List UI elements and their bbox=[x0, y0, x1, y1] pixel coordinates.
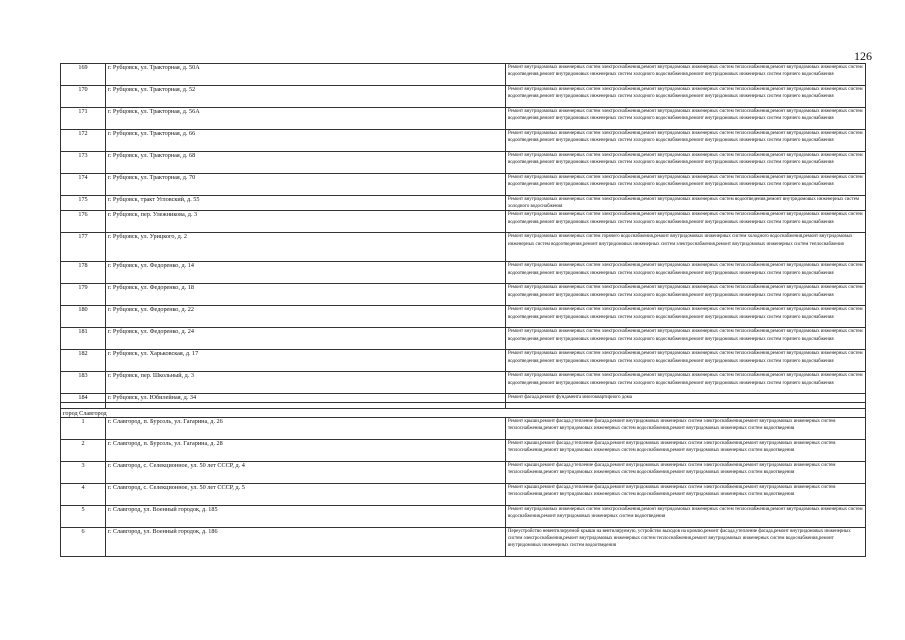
row-work-list: Ремонт внутридомовых инженерных систем электроснабжения,ремонт внутридомовых инженерных систем теплоснабжения,ремонт внутридомовых инженерных систем водоотведения,ремонт внутридомовых инженерных систем холодного водоснабжения,ремонт внутридомовых инженерных систем горячего водоснабжения bbox=[506, 152, 866, 174]
table-row bbox=[61, 130, 866, 152]
row-address: г. Рубцовск, пер. Школьный, д. 3 bbox=[106, 372, 506, 394]
table-row bbox=[61, 174, 866, 196]
table-row bbox=[61, 350, 866, 372]
table-row bbox=[61, 152, 866, 174]
row-work-list: Ремонт внутридомовых инженерных систем электроснабжения,ремонт внутридомовых инженерных систем теплоснабжения,ремонт внутридомовых инженерных систем водоотведения,ремонт внутридомовых инженерных систем холодного водоснабжения,ремонт внутридомовых инженерных систем горячего водоснабжения bbox=[506, 306, 866, 328]
row-work-list: Ремонт внутридомовых инженерных систем электроснабжения,ремонт внутридомовых инженерных систем теплоснабжения,ремонт внутридомовых инженерных систем водоотведения,ремонт внутридомовых инженерных систем холодного водоснабжения,ремонт внутридомовых инженерных систем горячего водоснабжения bbox=[506, 64, 866, 86]
row-address: г. Рубцовск, ул. Тракторная, д. 50А bbox=[106, 64, 506, 86]
row-work-list: Ремонт внутридомовых инженерных систем электроснабжения,ремонт внутридомовых инженерных систем водоотведения,ремонт внутридомовых инженерных систем холодного водоснабжения bbox=[506, 196, 866, 211]
row-work-list: Ремонт внутридомовых инженерных систем электроснабжения,ремонт внутридомовых инженерных систем теплоснабжения,ремонт внутридомовых инженерных систем водоотведения,ремонт внутридомовых инженерных систем холодного водоснабжения,ремонт внутридомовых инженерных систем горячего водоснабжения bbox=[506, 328, 866, 350]
row-number: 2 bbox=[61, 439, 106, 461]
registry-table bbox=[60, 63, 866, 557]
row-number: 183 bbox=[61, 372, 106, 394]
row-address: г. Славгород, с. Селекционное, ул. 50 лет СССР, д. 4 bbox=[106, 461, 506, 483]
row-number: 173 bbox=[61, 152, 106, 174]
table-row bbox=[61, 505, 866, 527]
row-number: 177 bbox=[61, 233, 106, 262]
table-row bbox=[61, 86, 866, 108]
row-work-list: Ремонт внутридомовых инженерных систем электроснабжения,ремонт внутридомовых инженерных систем теплоснабжения,ремонт внутридомовых инженерных систем водоотведения,ремонт внутридомовых инженерных систем холодного водоснабжения,ремонт внутридомовых инженерных систем горячего водоснабжения bbox=[506, 211, 866, 233]
table-row bbox=[61, 108, 866, 130]
row-work-list: Ремонт внутридомовых инженерных систем электроснабжения,ремонт внутридомовых инженерных систем теплоснабжения,ремонт внутридомовых инженерных систем водоотведения,ремонт внутридомовых инженерных систем холодного водоснабжения,ремонт внутридомовых инженерных систем горячего водоснабжения bbox=[506, 174, 866, 196]
row-work-list: Ремонт крыши,ремонт фасада,утепление фасада,ремонт внутридомовых инженерных систем электроснабжения,ремонт внутридомовых инженерных систем теплоснабжения,ремонт внутридомовых инженерных систем водоснабжения,ремонт внутридомовых инженерных систем водоотведения bbox=[506, 417, 866, 439]
row-address: г. Славгород, ул. Военный городок, д. 185 bbox=[106, 505, 506, 527]
section-title: город Славгород bbox=[61, 408, 866, 417]
table-row bbox=[61, 196, 866, 211]
row-work-list: Ремонт внутридомовых инженерных систем электроснабжения,ремонт внутридомовых инженерных систем теплоснабжения,ремонт внутридомовых инженерных систем водоотведения,ремонт внутридомовых инженерных систем холодного водоснабжения,ремонт внутридомовых инженерных систем горячего водоснабжения bbox=[506, 284, 866, 306]
row-number: 171 bbox=[61, 108, 106, 130]
row-address: г. Рубцовск, ул. Федоренко, д. 14 bbox=[106, 262, 506, 284]
table-row bbox=[61, 372, 866, 394]
row-number: 6 bbox=[61, 527, 106, 556]
table-row bbox=[61, 284, 866, 306]
table-row bbox=[61, 417, 866, 439]
row-number: 5 bbox=[61, 505, 106, 527]
row-number: 176 bbox=[61, 211, 106, 233]
row-address: г. Славгород, п. Бурсоль, ул. Гагарина, д. 26 bbox=[106, 417, 506, 439]
row-work-list: Ремонт внутридомовых инженерных систем электроснабжения,ремонт внутридомовых инженерных систем теплоснабжения,ремонт внутридомовых инженерных систем водоснабжения,ремонт внутридомовых инженерных систем водоотведения bbox=[506, 505, 866, 527]
table-row bbox=[61, 328, 866, 350]
row-number: 180 bbox=[61, 306, 106, 328]
row-work-list: Ремонт внутридомовых инженерных систем электроснабжения,ремонт внутридомовых инженерных систем теплоснабжения,ремонт внутридомовых инженерных систем водоотведения,ремонт внутридомовых инженерных систем холодного водоснабжения,ремонт внутридомовых инженерных систем горячего водоснабжения bbox=[506, 372, 866, 394]
row-number: 3 bbox=[61, 461, 106, 483]
row-work-list: Ремонт внутридомовых инженерных систем электроснабжения,ремонт внутридомовых инженерных систем теплоснабжения,ремонт внутридомовых инженерных систем водоотведения,ремонт внутридомовых инженерных систем холодного водоснабжения,ремонт внутридомовых инженерных систем горячего водоснабжения bbox=[506, 350, 866, 372]
row-address: г. Рубцовск, ул. Федоренко, д. 18 bbox=[106, 284, 506, 306]
page-number: 126 bbox=[854, 49, 872, 63]
row-address: г. Славгород, ул. Военный городок, д. 186 bbox=[106, 527, 506, 556]
registry-table-body bbox=[61, 64, 866, 557]
table-row bbox=[61, 262, 866, 284]
table-row bbox=[61, 233, 866, 262]
row-work-list: Ремонт внутридомовых инженерных систем горячего водоснабжения,ремонт внутридомовых инженерных систем холодного водоснабжения,ремонт внутридомовых инженерных систем водоотведения,ремонт внутридомовых инженерных систем электроснабжения,ремонт внутридомовых инженерных систем теплоснабжения bbox=[506, 233, 866, 262]
row-work-list: Ремонт внутридомовых инженерных систем электроснабжения,ремонт внутридомовых инженерных систем теплоснабжения,ремонт внутридомовых инженерных систем водоотведения,ремонт внутридомовых инженерных систем холодного водоснабжения,ремонт внутридомовых инженерных систем горячего водоснабжения bbox=[506, 262, 866, 284]
row-number: 178 bbox=[61, 262, 106, 284]
row-number: 179 bbox=[61, 284, 106, 306]
row-work-list: Ремонт фасада,ремонт фундамента многоквартирного дома bbox=[506, 394, 866, 402]
row-number: 181 bbox=[61, 328, 106, 350]
row-number: 170 bbox=[61, 86, 106, 108]
row-address: г. Рубцовск, пер. Улежникова, д. 3 bbox=[106, 211, 506, 233]
row-address: г. Рубцовск, ул. Тракторная, д. 56А bbox=[106, 108, 506, 130]
row-address: г. Рубцовск, ул. Федоренко, д. 24 bbox=[106, 328, 506, 350]
row-number: 4 bbox=[61, 483, 106, 505]
table-row bbox=[61, 64, 866, 86]
row-address: г. Рубцовск, ул. Урицкого, д. 2 bbox=[106, 233, 506, 262]
row-address: г. Рубцовск, ул. Тракторная, д. 70 bbox=[106, 174, 506, 196]
row-number: 184 bbox=[61, 394, 106, 402]
row-number: 169 bbox=[61, 64, 106, 86]
row-address: г. Рубцовск, ул. Юбилейная, д. 34 bbox=[106, 394, 506, 402]
row-work-list: Ремонт внутридомовых инженерных систем электроснабжения,ремонт внутридомовых инженерных систем теплоснабжения,ремонт внутридомовых инженерных систем водоотведения,ремонт внутридомовых инженерных систем холодного водоснабжения,ремонт внутридомовых инженерных систем горячего водоснабжения bbox=[506, 86, 866, 108]
row-number: 182 bbox=[61, 350, 106, 372]
table-row bbox=[61, 439, 866, 461]
section-header-row bbox=[61, 408, 866, 417]
row-address: г. Рубцовск, тракт Угловский, д. 55 bbox=[106, 196, 506, 211]
table-row bbox=[61, 527, 866, 556]
table-row bbox=[61, 461, 866, 483]
row-address: г. Славгород, п. Бурсоль, ул. Гагарина, д. 28 bbox=[106, 439, 506, 461]
row-work-list: Ремонт внутридомовых инженерных систем электроснабжения,ремонт внутридомовых инженерных систем теплоснабжения,ремонт внутридомовых инженерных систем водоотведения,ремонт внутридомовых инженерных систем холодного водоснабжения,ремонт внутридомовых инженерных систем горячего водоснабжения bbox=[506, 130, 866, 152]
row-work-list: Ремонт крыши,ремонт фасада,утепление фасада,ремонт внутридомовых инженерных систем электроснабжения,ремонт внутридомовых инженерных систем теплоснабжения,ремонт внутридомовых инженерных систем водоснабжения,ремонт внутридомовых инженерных систем водоотведения bbox=[506, 461, 866, 483]
row-number: 174 bbox=[61, 174, 106, 196]
row-address: г. Славгород, с. Селекционное, ул. 50 лет СССР, д. 5 bbox=[106, 483, 506, 505]
row-number: 175 bbox=[61, 196, 106, 211]
row-address: г. Рубцовск, ул. Харьковская, д. 17 bbox=[106, 350, 506, 372]
row-address: г. Рубцовск, ул. Тракторная, д. 68 bbox=[106, 152, 506, 174]
row-work-list: Ремонт крыши,ремонт фасада,утепление фасада,ремонт внутридомовых инженерных систем электроснабжения,ремонт внутридомовых инженерных систем теплоснабжения,ремонт внутридомовых инженерных систем водоснабжения,ремонт внутридомовых инженерных систем водоотведения bbox=[506, 483, 866, 505]
row-work-list: Переустройство невентилируемой крыши на вентилируемую, устройство выходов на кровлю,ремонт фасада,утепление фасада,ремонт внутридомовых инженерных систем электроснабжения,ремонт внутридомовых инженерных систем теплоснабжения,ремонт внутридомовых инженерных систем водоснабжения,ремонт внутридомовых инженерных систем водоотведения bbox=[506, 527, 866, 556]
table-row bbox=[61, 394, 866, 402]
table-row bbox=[61, 306, 866, 328]
row-work-list: Ремонт внутридомовых инженерных систем электроснабжения,ремонт внутридомовых инженерных систем теплоснабжения,ремонт внутридомовых инженерных систем водоотведения,ремонт внутридомовых инженерных систем холодного водоснабжения,ремонт внутридомовых инженерных систем горячего водоснабжения bbox=[506, 108, 866, 130]
row-number: 1 bbox=[61, 417, 106, 439]
row-number: 172 bbox=[61, 130, 106, 152]
row-address: г. Рубцовск, ул. Федоренко, д. 22 bbox=[106, 306, 506, 328]
table-row bbox=[61, 483, 866, 505]
row-work-list: Ремонт крыши,ремонт фасада,утепление фасада,ремонт внутридомовых инженерных систем электроснабжения,ремонт внутридомовых инженерных систем теплоснабжения,ремонт внутридомовых инженерных систем водоснабжения,ремонт внутридомовых инженерных систем водоотведения bbox=[506, 439, 866, 461]
row-address: г. Рубцовск, ул. Тракторная, д. 66 bbox=[106, 130, 506, 152]
table-row bbox=[61, 211, 866, 233]
row-address: г. Рубцовск, ул. Тракторная, д. 52 bbox=[106, 86, 506, 108]
